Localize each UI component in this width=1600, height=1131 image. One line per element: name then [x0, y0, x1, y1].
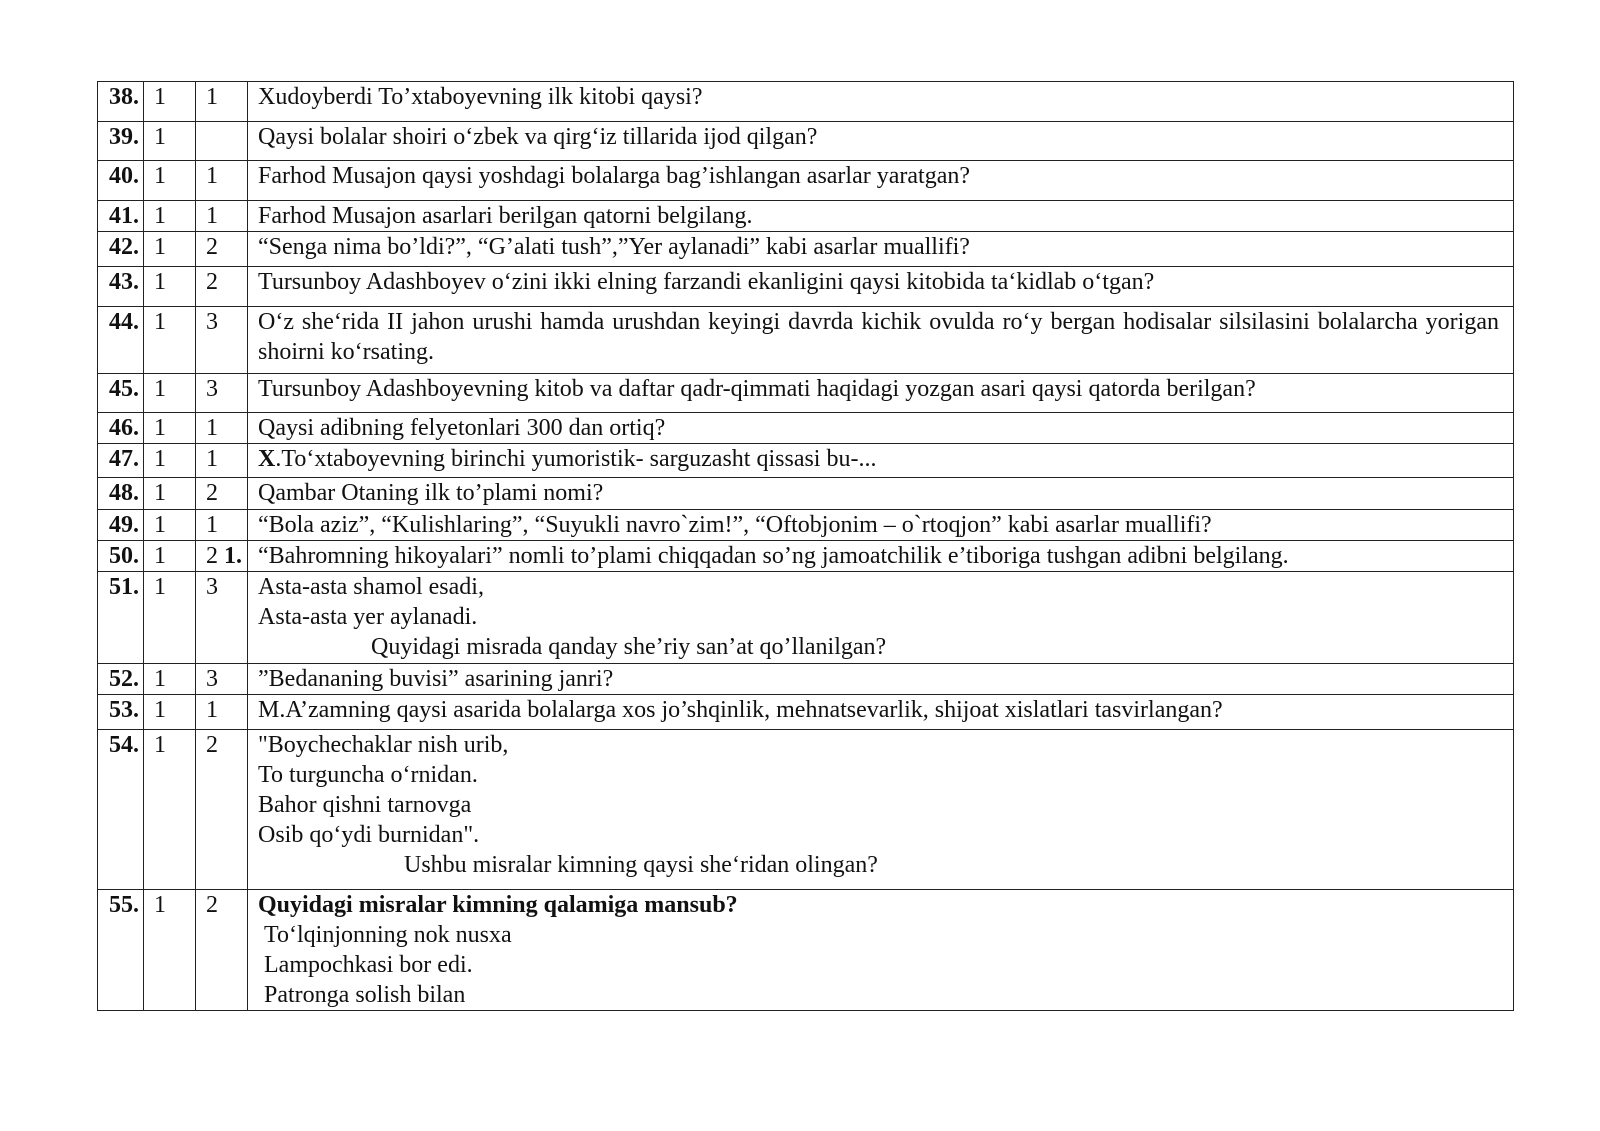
- question-line: Qaysi adibning felyetonlari 300 dan ortiq?: [258, 415, 666, 441]
- table-row: [98, 201, 1514, 232]
- question-text: [248, 201, 1514, 232]
- question-number: 52.: [98, 664, 144, 695]
- table-row: [98, 232, 1514, 267]
- question-number: 47.: [98, 444, 144, 478]
- table-row: [98, 730, 1514, 890]
- score-column-1: 1: [144, 413, 196, 444]
- question-line: “Bahromning hikoyalari” nomli to’plami chiqqadan so’ng jamoatchilik e’tiboriga tushgan adibni belgilang.: [258, 543, 1289, 569]
- score-column-1: 1: [144, 444, 196, 478]
- question-text: [248, 478, 1514, 510]
- question-text: [248, 307, 1514, 374]
- score-column-2: [196, 122, 248, 161]
- score-column-2: 2: [196, 730, 248, 890]
- question-text: [248, 730, 1514, 890]
- table-row: [98, 122, 1514, 161]
- question-line: Qambar Otaning ilk to’plami nomi?: [258, 480, 604, 506]
- question-line: .To‘xtaboyevning birinchi yumoristik- sarguzasht qissasi bu-...: [275, 446, 877, 472]
- question-number: 42.: [98, 232, 144, 267]
- table-row: [98, 890, 1514, 1011]
- question-line: Quyidagi misrada qanday she’riy san’at qo’llanilgan?: [371, 634, 887, 660]
- poem-line: Lampochkasi bor edi.: [264, 952, 473, 978]
- poem-line: To‘lqinjonning nok nusxa: [264, 922, 512, 948]
- score-column-2: 2: [196, 478, 248, 510]
- question-number: 53.: [98, 695, 144, 730]
- score-extra: 1.: [224, 543, 242, 569]
- score-column-1: 1: [144, 664, 196, 695]
- poem-line: Patronga solish bilan: [264, 982, 466, 1008]
- question-text: [248, 122, 1514, 161]
- question-line: Farhod Musajon qaysi yoshdagi bolalarga bag’ishlangan asarlar yaratgan?: [258, 163, 971, 189]
- question-text: [248, 664, 1514, 695]
- table-row: [98, 267, 1514, 307]
- table-row: [98, 444, 1514, 478]
- score-column-1: 1: [144, 541, 196, 572]
- question-text: [248, 444, 1514, 478]
- question-number: 50.: [98, 541, 144, 572]
- question-number: 38.: [98, 82, 144, 122]
- table-row: [98, 572, 1514, 664]
- score-column-1: 1: [144, 695, 196, 730]
- poem-line: To turguncha o‘rnidan.: [258, 762, 478, 788]
- score-column-2: 2: [196, 890, 248, 1011]
- question-text: [248, 890, 1514, 1011]
- question-table: [97, 81, 1514, 1011]
- score-column-2: 1: [196, 444, 248, 478]
- question-number: 39.: [98, 122, 144, 161]
- question-number: 45.: [98, 374, 144, 413]
- score-column-2: 2: [196, 232, 248, 267]
- score-column-1: 1: [144, 374, 196, 413]
- score-column-2: 3: [196, 307, 248, 374]
- question-line: Ushbu misralar kimning qaysi she‘ridan olingan?: [404, 852, 878, 878]
- question-initial: X: [258, 446, 276, 472]
- question-text: [248, 374, 1514, 413]
- poem-line: Bahor qishni tarnovga: [258, 792, 472, 818]
- question-line: Qaysi bolalar shoiri o‘zbek va qirg‘iz tillarida ijod qilgan?: [258, 124, 818, 150]
- table-row: [98, 510, 1514, 541]
- question-text: [248, 510, 1514, 541]
- table-row: [98, 413, 1514, 444]
- question-number: 55.: [98, 890, 144, 1011]
- table-row: [98, 541, 1514, 572]
- score-column-2: [196, 541, 248, 572]
- question-number: 54.: [98, 730, 144, 890]
- score-value: 2: [206, 543, 218, 569]
- score-column-2: 1: [196, 82, 248, 122]
- question-text: [248, 572, 1514, 664]
- score-column-2: 1: [196, 201, 248, 232]
- table-row: [98, 161, 1514, 201]
- score-column-1: 1: [144, 122, 196, 161]
- table-row: [98, 82, 1514, 122]
- question-line: “Senga nima bo’ldi?”, “G’alati tush”,”Yer aylanadi” kabi asarlar muallifi?: [258, 234, 970, 260]
- score-column-2: 1: [196, 510, 248, 541]
- score-column-1: 1: [144, 201, 196, 232]
- table-row: [98, 478, 1514, 510]
- question-line: Farhod Musajon asarlari berilgan qatorni belgilang.: [258, 203, 753, 229]
- question-number: 46.: [98, 413, 144, 444]
- question-line: O‘z she‘rida II jahon urushi hamda urushdan keyingi davrda kichik ovulda ro‘y bergan hodisalar silsilasini bolalarcha yorigan shoirni ko‘rsating.: [258, 309, 1499, 365]
- score-column-1: 1: [144, 307, 196, 374]
- question-line: “Bola aziz”, “Kulishlaring”, “Suyukli navro`zim!”, “Oftobjonim – o`rtoqjon” kabi asarlar muallifi?: [258, 512, 1212, 538]
- question-line: Tursunboy Adashboyev o‘zini ikki elning farzandi ekanligini qaysi kitobida ta‘kidlab o‘tgan?: [258, 269, 1155, 295]
- question-line: Tursunboy Adashboyevning kitob va daftar qadr-qimmati haqidagi yozgan asari qaysi qatorda berilgan?: [258, 376, 1256, 402]
- table-row: [98, 374, 1514, 413]
- score-column-1: 1: [144, 478, 196, 510]
- score-column-1: 1: [144, 267, 196, 307]
- question-number: 49.: [98, 510, 144, 541]
- score-column-2: 3: [196, 664, 248, 695]
- question-number: 43.: [98, 267, 144, 307]
- question-number: 40.: [98, 161, 144, 201]
- question-line: Xudoyberdi To’xtaboyevning ilk kitobi qaysi?: [258, 84, 703, 110]
- score-column-2: 3: [196, 572, 248, 664]
- score-column-2: 2: [196, 267, 248, 307]
- question-heading: Quyidagi misralar kimning qalamiga mansub?: [258, 892, 738, 918]
- question-text: [248, 541, 1514, 572]
- score-column-1: 1: [144, 890, 196, 1011]
- table-row: [98, 695, 1514, 730]
- question-text: [248, 695, 1514, 730]
- poem-line: Asta-asta shamol esadi,: [258, 574, 484, 600]
- question-text: [248, 232, 1514, 267]
- question-line: M.A’zamning qaysi asarida bolalarga xos jo’shqinlik, mehnatsevarlik, shijoat xislatlari tasvirlangan?: [258, 697, 1223, 723]
- question-text: [248, 413, 1514, 444]
- poem-line: Osib qo‘ydi burnidan".: [258, 822, 480, 848]
- question-text: [248, 82, 1514, 122]
- question-line: ”Bedananing buvisi” asarining janri?: [258, 666, 614, 692]
- score-column-2: 1: [196, 413, 248, 444]
- question-text: [248, 267, 1514, 307]
- question-number: 44.: [98, 307, 144, 374]
- question-number: 48.: [98, 478, 144, 510]
- poem-line: "Boychechaklar nish urib,: [258, 732, 509, 758]
- score-column-1: 1: [144, 232, 196, 267]
- score-column-2: 3: [196, 374, 248, 413]
- score-column-1: 1: [144, 572, 196, 664]
- score-column-1: 1: [144, 161, 196, 201]
- score-column-2: 1: [196, 695, 248, 730]
- score-column-2: 1: [196, 161, 248, 201]
- question-number: 41.: [98, 201, 144, 232]
- question-number: 51.: [98, 572, 144, 664]
- poem-line: Asta-asta yer aylanadi.: [258, 604, 478, 630]
- score-column-1: 1: [144, 510, 196, 541]
- score-column-1: 1: [144, 82, 196, 122]
- score-column-1: 1: [144, 730, 196, 890]
- table-row: [98, 664, 1514, 695]
- question-text: [248, 161, 1514, 201]
- table-row: [98, 307, 1514, 374]
